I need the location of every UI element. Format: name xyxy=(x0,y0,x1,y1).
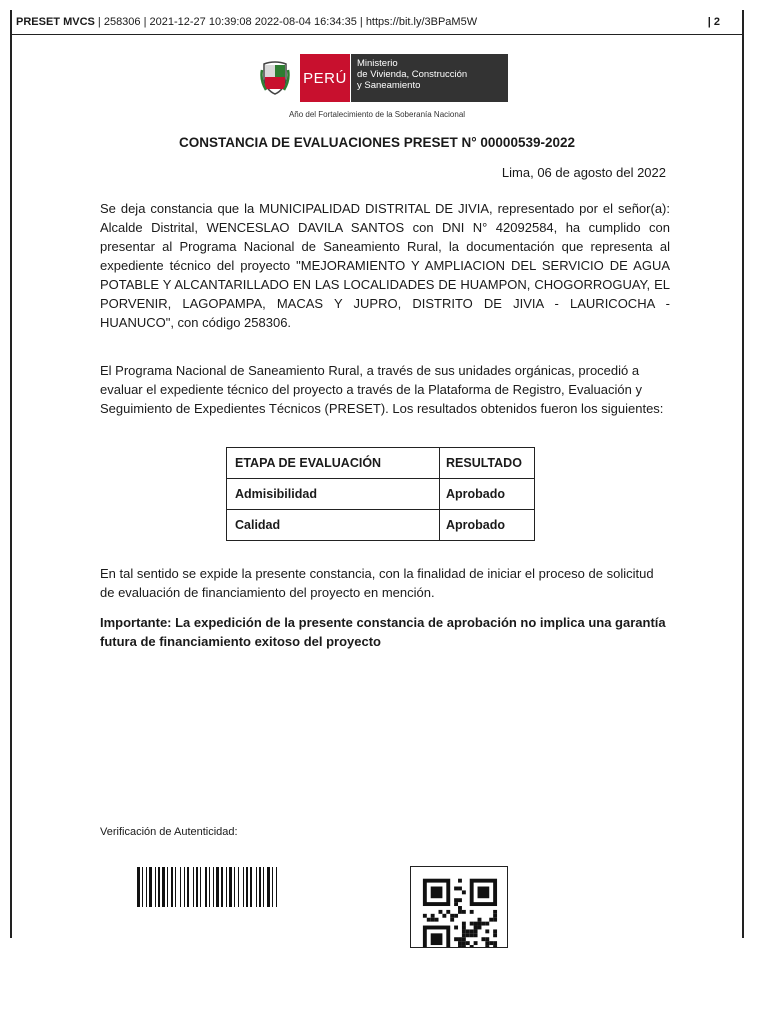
ministry-line: de Vivienda, Construcción xyxy=(357,69,468,80)
government-logo xyxy=(260,54,508,102)
document-date: Lima, 06 de agosto del 2022 xyxy=(501,165,666,180)
paragraph-purpose: En tal sentido se expide la presente constancia, con la finalidad de iniciar el proceso de solicitud de evaluación de financiamiento del proyecto en mención. xyxy=(100,566,654,600)
verification-label: Verificación de Autenticidad: xyxy=(100,826,238,838)
table-cell-result: Aprobado xyxy=(440,510,535,541)
table-row xyxy=(227,479,535,510)
header-bar xyxy=(12,10,742,35)
table-header-row xyxy=(227,448,535,479)
page-number: | 2 xyxy=(707,16,720,28)
header-system: PRESET MVCS xyxy=(16,16,95,28)
document-title: CONSTANCIA DE EVALUACIONES PRESET N° 00000539-2022 xyxy=(178,135,575,150)
year-motto: Año del Fortalecimiento de la Soberanía Nacional xyxy=(288,110,466,119)
ministry-line: y Saneamiento xyxy=(357,80,421,91)
header-details: | 258306 | 2021-12-27 10:39:08 2022-08-04 16:34:35 | https://bit.ly/3BPaM5W xyxy=(94,16,478,28)
table-row xyxy=(227,510,535,541)
table-cell-stage: Calidad xyxy=(227,510,440,541)
paragraph-important: Importante: La expedición de la presente constancia de aprobación no implica una garantía futura de financiamiento exitoso del proyecto xyxy=(100,615,666,649)
header-meta xyxy=(16,10,477,34)
ministry-label xyxy=(350,54,508,102)
paragraph-evaluation: El Programa Nacional de Saneamiento Rural, a través de sus unidades orgánicas, procedió a evaluar el expediente técnico del proyecto a través de la Plataforma de Registro, Evaluación y Seguimiento de Expedientes Técnicos (PRESET). Los resultados obtenidos fueron los siguientes: xyxy=(100,363,664,416)
ministry-line: Ministerio xyxy=(357,58,398,69)
qr-code-image xyxy=(410,866,508,948)
paragraph-certification: Se deja constancia que la MUNICIPALIDAD DISTRITAL DE JIVIA, representado por el señor(a): Alcalde Distrital, WENCESLAO DAVILA SANTOS con DNI N° 42092584, ha cumplido con presentar al Programa Nacional de Saneamiento Rural, la documentación que representa al expediente técnico del proyecto "MEJORAMIENTO Y AMPLIACION DEL SERVICIO DE AGUA POTABLE Y ALCANTARILLADO EN LAS LOCALIDADES DE HUAMPON, CHOGORROGUAY, EL PORVENIR, LAGOPAMPA, MACAS Y JUPRO, DISTRITO DE JIVIA - LAURICOCHA - HUANUCO", con código 258306. xyxy=(100,201,670,330)
peru-label: PERÚ xyxy=(300,54,350,102)
barcode-image xyxy=(137,867,375,907)
column-header-stage: ETAPA DE EVALUACIÓN xyxy=(227,448,440,479)
document-page xyxy=(10,10,744,938)
table-cell-stage: Admisibilidad xyxy=(227,479,440,510)
table-cell-result: Aprobado xyxy=(440,479,535,510)
column-header-result: RESULTADO xyxy=(440,448,535,479)
results-table xyxy=(226,447,535,541)
coat-of-arms-icon xyxy=(260,60,290,96)
